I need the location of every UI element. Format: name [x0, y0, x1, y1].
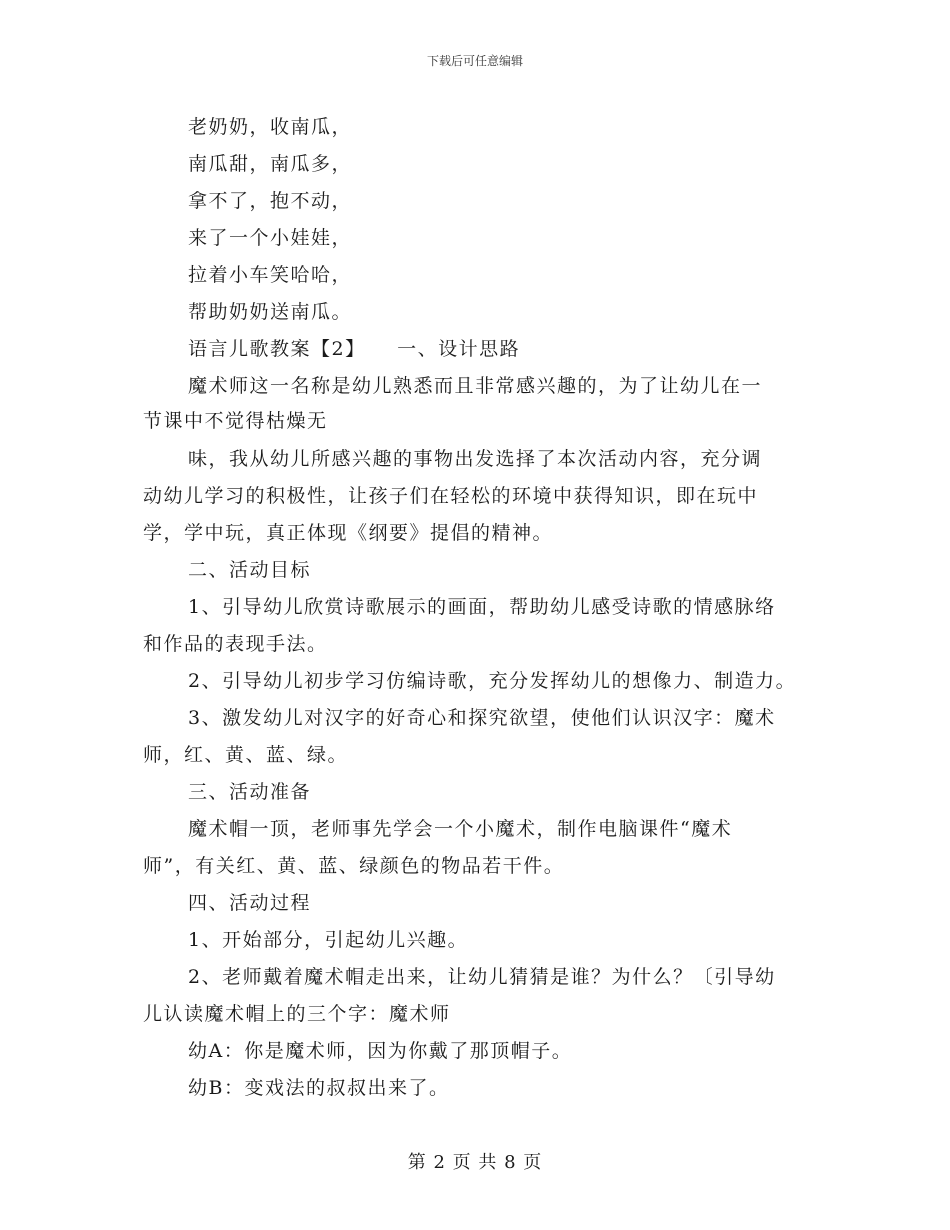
text-line: 幼A：你是魔术师，因为你戴了那顶帽子。 — [188, 1040, 573, 1062]
text-line: 师，红、黄、蓝、绿。 — [143, 744, 349, 766]
text-line: 和作品的表现手法。 — [143, 633, 328, 655]
text-line: 拉着小车笑哈哈， — [188, 264, 353, 286]
section-heading: 三、活动准备 — [188, 781, 312, 803]
section-heading: 二、活动目标 — [188, 559, 312, 581]
text-line: 师”，有关红、黄、蓝、绿颜色的物品若干件。 — [143, 855, 565, 877]
text-line: 2、老师戴着魔术帽走出来，让幼儿猜猜是谁？为什么？〔引导幼 — [188, 966, 776, 988]
text-line: 老奶奶，收南瓜， — [188, 116, 353, 138]
page-number-footer: 第 2 页 共 8 页 — [407, 1152, 543, 1173]
text-line: 1、开始部分，引起幼儿兴趣。 — [188, 929, 469, 951]
text-line: 来了一个小娃娃， — [188, 227, 353, 249]
text-line: 帮助奶奶送南瓜。 — [188, 301, 353, 323]
page-header-note: 下载后可任意编辑 — [426, 54, 523, 68]
text-line: 魔术帽一顶，老师事先学会一个小魔术，制作电脑课件“魔术 — [188, 818, 733, 840]
text-line: 节课中不觉得枯燥无 — [143, 410, 328, 432]
text-line: 幼B：变戏法的叔叔出来了。 — [188, 1077, 450, 1099]
text-line: 味，我从幼儿所感兴趣的事物出发选择了本次活动内容，充分调 — [188, 448, 763, 470]
text-line: 学，学中玩，真正体现《纲要》提倡的精神。 — [143, 522, 554, 544]
section-heading: 四、活动过程 — [188, 892, 312, 914]
text-line: 儿认读魔术帽上的三个字：魔术师 — [143, 1003, 451, 1025]
text-line: 拿不了，抱不动， — [188, 190, 353, 212]
text-line: 动幼儿学习的积极性，让孩子们在轻松的环境中获得知识，即在玩中 — [143, 485, 759, 507]
text-line: 3、激发幼儿对汉字的好奇心和探究欲望，使他们认识汉字：魔术 — [188, 707, 776, 729]
section-heading: 语言儿歌教案【2】 一、设计思路 — [188, 338, 521, 360]
text-line: 2、引导幼儿初步学习仿编诗歌，充分发挥幼儿的想像力、制造力。 — [188, 670, 797, 692]
text-line: 南瓜甜，南瓜多， — [188, 153, 353, 175]
text-line: 魔术师这一名称是幼儿熟悉而且非常感兴趣的，为了让幼儿在一 — [188, 375, 763, 397]
text-line: 1、引导幼儿欣赏诗歌展示的画面，帮助幼儿感受诗歌的情感脉络 — [188, 596, 776, 618]
